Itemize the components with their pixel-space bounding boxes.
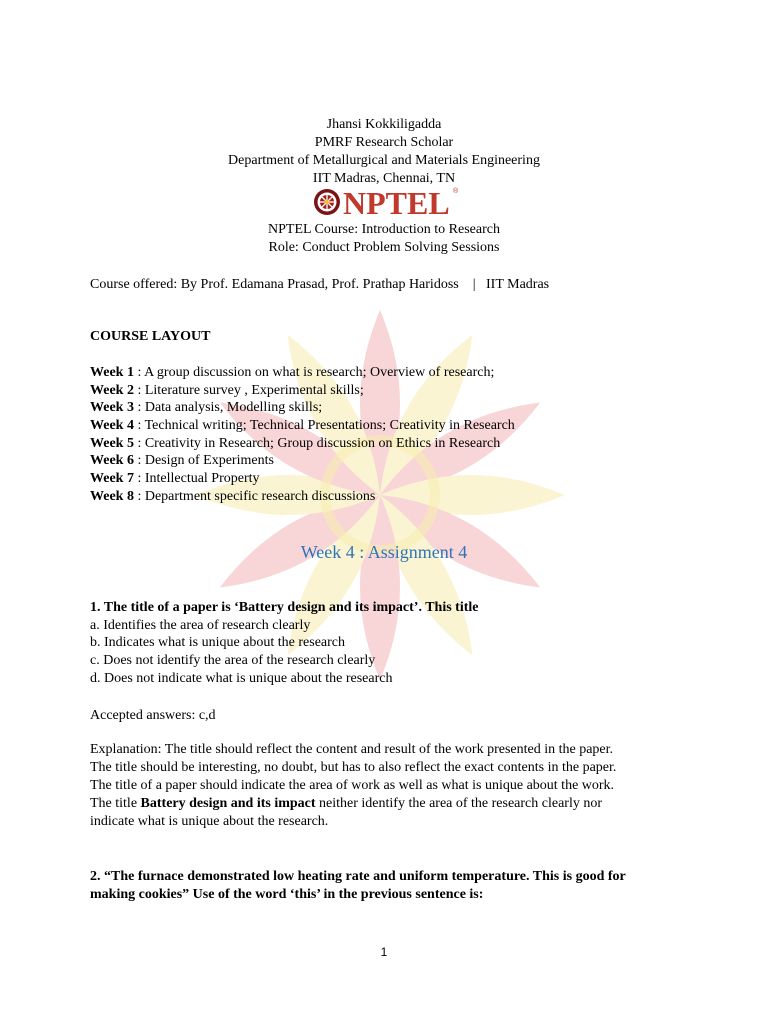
course-role: Role: Conduct Problem Solving Sessions xyxy=(268,240,500,255)
explanation-text: The title xyxy=(90,796,141,811)
week-label: Week 1 xyxy=(90,365,134,380)
week-text: : Literature survey , Experimental skills; xyxy=(133,382,364,398)
author-department: Department of Metallurgical and Materials Engineering xyxy=(228,153,540,168)
week-label: Week 8 xyxy=(90,488,134,504)
week-item xyxy=(90,364,515,382)
explanation-bold-title: Battery design and its impact xyxy=(140,796,316,811)
week-item xyxy=(90,488,515,506)
week-text: : Creativity in Research; Group discussion on Ethics in Research xyxy=(133,435,501,451)
week-list xyxy=(90,364,515,506)
week-text: : Intellectual Property xyxy=(133,471,260,487)
question-1-option-d: d. Does not indicate what is unique about the research xyxy=(90,670,393,686)
week-label: Week 6 xyxy=(90,453,134,469)
assignment-title: Week 4 : Assignment 4 xyxy=(300,542,468,562)
week-item xyxy=(90,399,515,417)
question-1-option-b: b. Indicates what is unique about the research xyxy=(90,635,346,651)
nptel-emblem-icon xyxy=(314,189,340,215)
week-text: : Technical writing; Technical Presentations; Creativity in Research xyxy=(133,418,515,434)
week-text: : Design of Experiments xyxy=(133,453,274,469)
week-label: Week 3 xyxy=(90,400,134,416)
explanation-block xyxy=(90,741,616,831)
question-2-line: making cookies” Use of the word ‘this’ in the previous sentence is: xyxy=(90,887,484,902)
author-role: PMRF Research Scholar xyxy=(314,135,454,150)
week-text: : A group discussion on what is research; Overview of research; xyxy=(133,365,495,380)
course-title: NPTEL Course: Introduction to Research xyxy=(268,222,500,237)
question-2-line: 2. “The furnace demonstrated low heating rate and uniform temperature. This is good for xyxy=(90,869,626,884)
explanation-line: indicate what is unique about the research. xyxy=(90,814,329,829)
week-item xyxy=(90,382,515,400)
course-block xyxy=(0,221,768,257)
week-label: Week 7 xyxy=(90,471,134,487)
week-text: : Department specific research discussions xyxy=(133,488,376,504)
week-label: Week 2 xyxy=(90,382,134,398)
explanation-line: The title of a paper should indicate the area of work as well as what is unique about the work. xyxy=(90,778,615,793)
nptel-logo-text: NPTEL xyxy=(343,185,450,220)
explanation-line: The title should be interesting, no doubt, but has to also reflect the exact contents in the paper. xyxy=(90,760,617,775)
nptel-logo xyxy=(313,184,463,220)
author-name: Jhansi Kokkiligadda xyxy=(326,117,442,132)
author-block xyxy=(0,116,768,188)
registered-mark: ® xyxy=(453,188,459,195)
course-offered: Course offered: By Prof. Edamana Prasad, Prof. Prathap Haridoss | IIT Madras xyxy=(90,277,550,292)
week-label: Week 4 xyxy=(90,418,134,434)
question-1-option-c: c. Does not identify the area of the research clearly xyxy=(90,653,376,669)
author-institute: IIT Madras, Chennai, TN xyxy=(312,171,456,186)
week-item xyxy=(90,470,515,488)
week-label: Week 5 xyxy=(90,435,134,451)
week-text: : Data analysis, Modelling skills; xyxy=(133,400,323,416)
page-number: 1 xyxy=(380,945,388,959)
question-1-stem: 1. The title of a paper is ‘Battery design and its impact’. This title xyxy=(90,600,479,615)
week-item xyxy=(90,452,515,470)
question-2 xyxy=(90,868,626,904)
explanation-line xyxy=(90,795,616,813)
question-1 xyxy=(90,599,479,687)
explanation-text: neither identify the area of the research clearly nor xyxy=(315,796,603,811)
week-item xyxy=(90,435,515,453)
week-item xyxy=(90,417,515,435)
accepted-answers: Accepted answers: c,d xyxy=(90,708,216,723)
explanation-line: Explanation: The title should reflect the content and result of the work presented in the paper. xyxy=(90,742,614,757)
question-1-option-a: a. Identifies the area of research clearly xyxy=(90,617,311,633)
course-layout-heading: COURSE LAYOUT xyxy=(90,329,211,344)
